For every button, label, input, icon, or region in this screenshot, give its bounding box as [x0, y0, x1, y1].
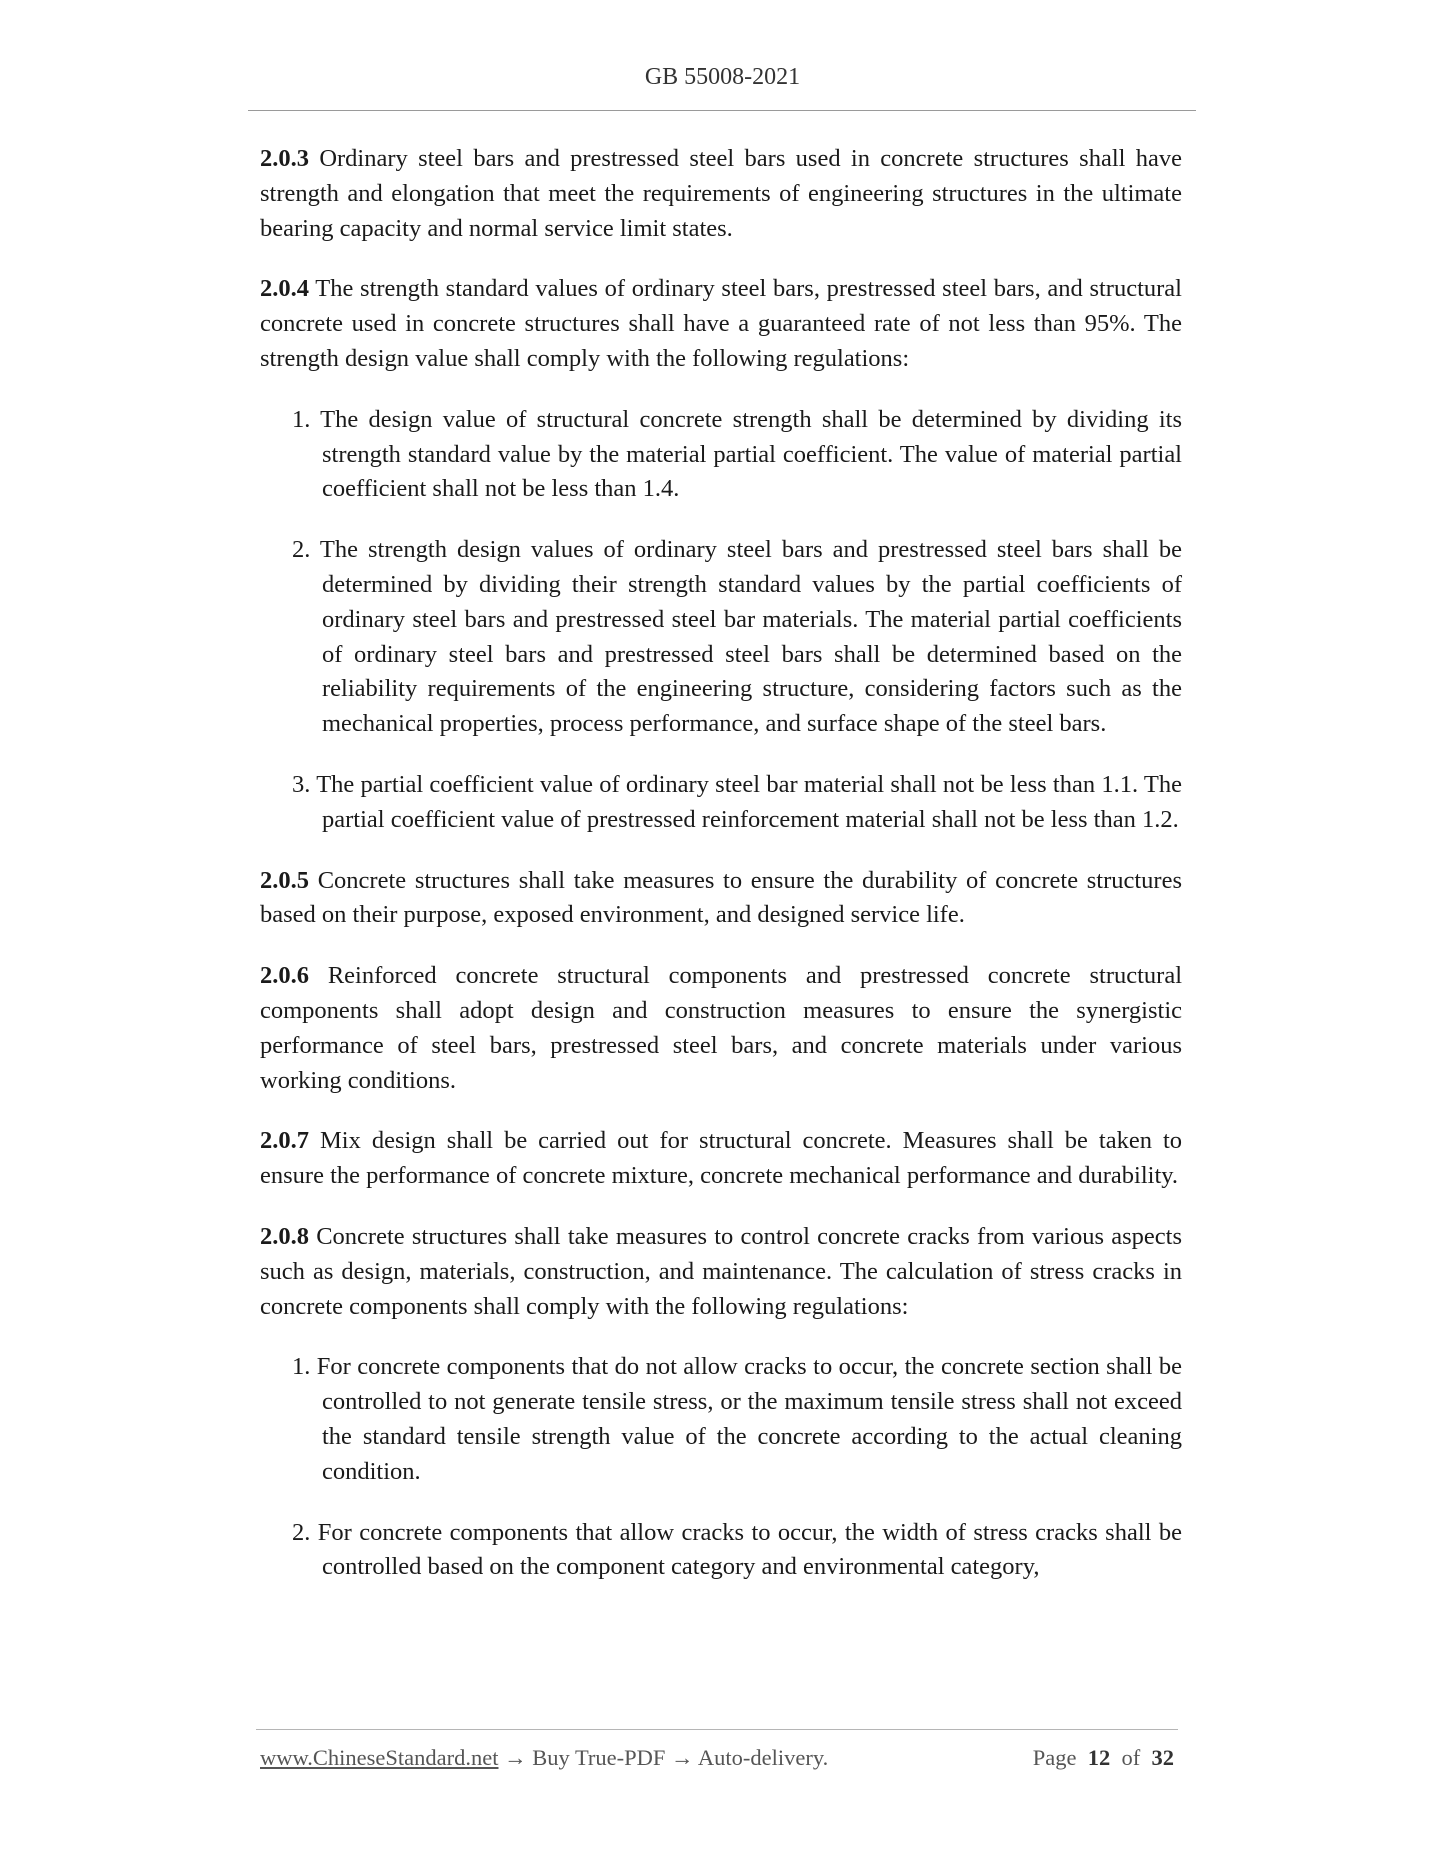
page-header — [0, 64, 1445, 91]
clause-list-item: 3. The partial coefficient value of ordinary steel bar material shall not be less than 1.1. The partial coefficient value of prestressed reinforcement material shall not be less than 1.2. — [292, 770, 1182, 833]
clause-text: Mix design shall be carried out for structural concrete. Measures shall be taken to ensure the performance of concrete mixture, concrete mechanical performance and durability. — [260, 1127, 1183, 1190]
footer-promo — [260, 1745, 828, 1771]
clause-number: 2.0.5 — [260, 866, 309, 894]
clause-paragraph — [260, 1220, 1182, 1324]
clause-number: 2.0.8 — [260, 1222, 309, 1250]
document-body — [260, 142, 1182, 1611]
clause-list-item: 2. For concrete components that allow cracks to occur, the width of stress cracks shall be controlled based on the component category and environmental category, — [292, 1518, 1182, 1581]
doc-code: GB 55008-2021 — [644, 64, 801, 90]
clause-text: Concrete structures shall take measures to control concrete cracks from various aspects such as design, materials, construction, and maintenance. The calculation of stress cracks in concrete components shall comply with the following regulations: — [260, 1222, 1182, 1320]
clause-number: 2.0.4 — [260, 275, 309, 303]
clause-text: Concrete structures shall take measures to ensure the durability of concrete structures based on their purpose, exposed environment, and designed service life. — [260, 866, 1183, 929]
clause-number: 2.0.3 — [260, 145, 309, 172]
clause-list-item: 1. For concrete components that do not allow cracks to occur, the concrete section shall be controlled to not generate tensile stress, or the maximum tensile stress shall not exceed the standard tensile strength value of the concrete according to the actual cleaning condition. — [292, 1353, 1182, 1485]
clause-paragraph — [260, 272, 1182, 376]
clause-list-item: 2. The strength design values of ordinary steel bars and prestressed steel bars shall be determined by dividing their strength standard values by the partial coefficients of ordinary steel bars and prestressed steel bar materials. The material partial coefficients of ordinary steel bars and prestressed steel bars shall be determined based on the reliability requirements of the engineering structure, considering factors such as the mechanical properties, process performance, and surface shape of the steel bars. — [292, 536, 1182, 738]
footer-tagline: → Buy True-PDF → Auto-delivery. — [498, 1745, 829, 1770]
page-indicator — [1033, 1745, 1174, 1771]
clause-text: Reinforced concrete structural components and prestressed concrete structural components shall adopt design and construction measures to ensure the synergistic performance of steel bars, prestressed steel bars, and concrete materials under various working conditions. — [260, 962, 1182, 1094]
clause-text: Ordinary steel bars and prestressed steel bars used in concrete structures shall have strength and elongation that meet the requirements of engineering structures in the ultimate bearing capacity and normal service limit states. — [260, 145, 1183, 242]
clause-paragraph — [260, 1124, 1182, 1194]
clause-number: 2.0.6 — [260, 962, 309, 990]
page-number: 12 — [1087, 1745, 1111, 1770]
clause-text: The strength standard values of ordinary steel bars, prestressed steel bars, and structural concrete used in concrete structures shall have a guaranteed rate of not less than 95%. The strength design value shall comply with the following regulations: — [260, 275, 1182, 372]
clause-paragraph — [260, 959, 1182, 1098]
footer-divider — [256, 1729, 1178, 1730]
clause-paragraph — [260, 864, 1182, 934]
of-label: of — [1121, 1745, 1141, 1770]
page-label: Page — [1032, 1745, 1077, 1770]
clause-number: 2.0.7 — [260, 1127, 309, 1155]
total-pages: 32 — [1151, 1745, 1174, 1770]
header-divider — [248, 110, 1196, 111]
website-link[interactable]: www.ChineseStandard.net — [260, 1745, 499, 1770]
clause-paragraph — [260, 142, 1182, 246]
clause-list-item: 1. The design value of structural concrete strength shall be determined by dividing its strength standard value by the material partial coefficient. The value of material partial coefficient shall not be less than 1.4. — [292, 405, 1182, 503]
